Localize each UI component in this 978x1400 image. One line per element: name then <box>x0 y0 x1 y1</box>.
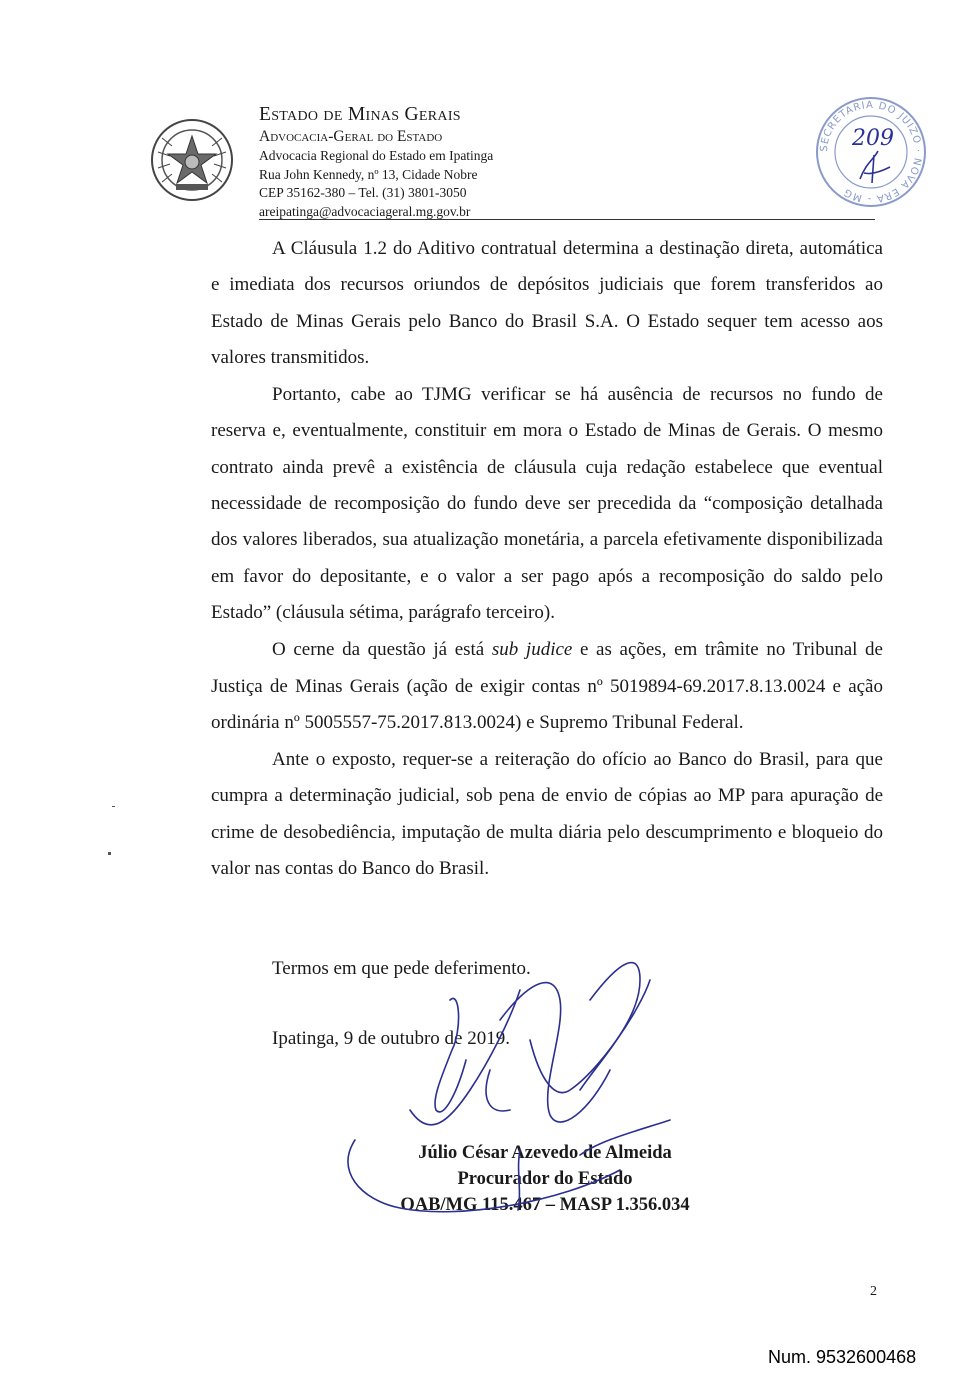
scan-speck <box>108 852 111 855</box>
paragraph-2: Portanto, cabe ao TJMG verificar se há ausência de recursos no fundo de reserva e, eventualmente, constituir em mora o Estado de Minas de Gerais. O mesmo contrato ainda prevê a existência de cláusula cuja redação estabelece que eventual necessidade de recomposição do fundo deve ser precedida da “composição detalhada dos valores liberados, sua atualização monetária, a parcela efetivamente disponibilizada em favor do depositante, e o valor a ser pago após a recomposição do saldo pelo Estado” (cláusula sétima, parágrafo terceiro). <box>211 384 883 623</box>
paragraph-4: Ante o exposto, requer-se a reiteração do ofício ao Banco do Brasil, para que cumpra a determinação judicial, sob pena de envio de cópias ao MP para apuração de crime de desobediência, imputação de multa diária pelo descumprimento e bloqueio do valor nas contas do Banco do Brasil. <box>211 749 883 880</box>
state-name: Estado de Minas Gerais <box>259 104 461 125</box>
closing-place-date: Ipatinga, 9 de outubro de 2019. <box>272 1028 510 1049</box>
closing-request: Termos em que pede deferimento. <box>272 958 531 979</box>
document-body <box>211 231 883 887</box>
agency-name: Advocacia-Geral do Estado <box>259 128 443 145</box>
header-rule <box>259 219 875 220</box>
signatory-registration: OAB/MG 115.467 – MASP 1.356.034 <box>400 1195 690 1215</box>
office-email: areipatinga@advocaciageral.mg.gov.br <box>259 203 471 219</box>
document-number: Num. 9532600468 <box>768 1347 917 1367</box>
paragraph-3-text-a: O cerne da questão já está <box>272 639 492 661</box>
office-address: Rua John Kennedy, nº 13, Cidade Nobre <box>259 166 478 182</box>
page-number: 2 <box>870 1284 877 1299</box>
svg-text:SECRETARIA DO JUIZO · NOVA ERA: SECRETARIA DO JUIZO · NOVA ERA - MG <box>818 99 924 205</box>
scan-speck <box>112 806 115 807</box>
office-name: Advocacia Regional do Estado em Ipatinga <box>259 148 494 163</box>
signatory-block <box>380 1140 710 1218</box>
coat-of-arms-seal <box>150 118 234 202</box>
office-cep-phone: CEP 35162-380 – Tel. (31) 3801-3050 <box>259 185 467 200</box>
signatory-name: Júlio César Azevedo de Almeida <box>418 1143 672 1163</box>
paragraph-3-text-b: e as ações, em trâmite no Tribunal de Justiça de Minas Gerais (ação de exigir contas nº 5019894-69.2017.8.13.0024 e ação ordinária nº 5005557-75.2017.813.0024) e Supremo Tribunal Federal. <box>211 639 883 733</box>
signatory-title: Procurador do Estado <box>457 1169 633 1189</box>
paragraph-3 <box>211 632 883 741</box>
court-stamp <box>812 93 930 211</box>
paragraph-3-italic: sub judice <box>491 639 573 661</box>
letterhead <box>259 103 493 221</box>
svg-text:209: 209 <box>852 126 894 151</box>
paragraph-1: A Cláusula 1.2 do Aditivo contratual determina a destinação direta, automática e imediata dos recursos oriundos de depósitos judiciais que forem transferidos ao Estado de Minas Gerais pelo Banco do Brasil S.A. O Estado sequer tem acesso aos valores transmitidos. <box>211 238 883 368</box>
